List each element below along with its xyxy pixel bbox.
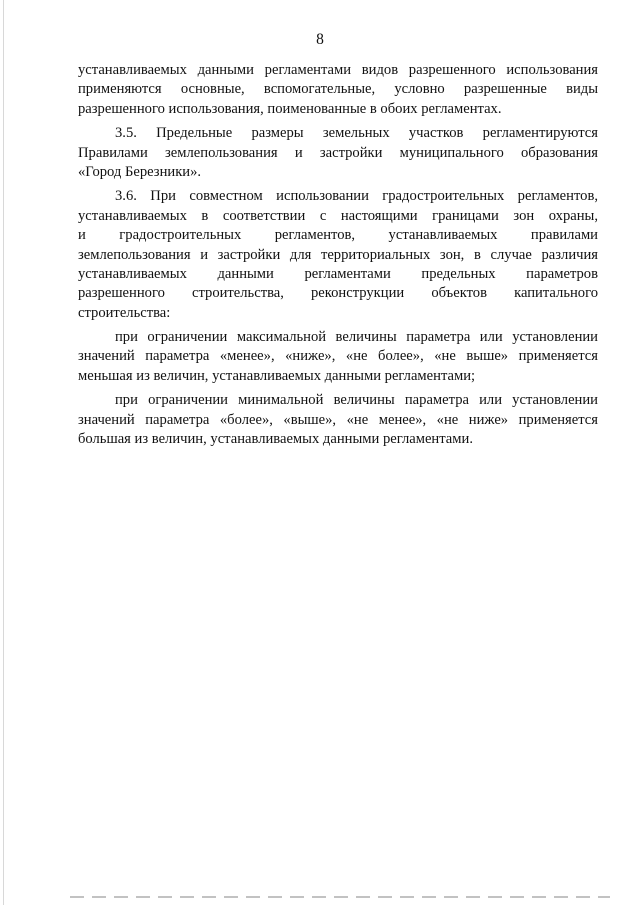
- document-body: [78, 61, 598, 449]
- text-line: «Город Березники».: [78, 163, 202, 180]
- page-number: 8: [316, 31, 324, 48]
- text-line: строительства:: [78, 304, 171, 321]
- paragraph-min-limit: [78, 391, 598, 449]
- text-line: применяются основные, вспомогательные, условно разрешенные виды: [78, 81, 598, 98]
- text-line: при ограничении минимальной величины параметра или установлении: [115, 392, 598, 409]
- scan-bottom-edge: [70, 896, 610, 898]
- text-line: устанавливаемых в соответствии с настоящими границами зон охраны,: [78, 207, 598, 224]
- text-line: разрешенного строительства, реконструкции объектов капитального: [78, 285, 598, 302]
- text-line: меньшая из величин, устанавливаемых данными регламентами;: [78, 367, 476, 384]
- text-line: устанавливаемых данными регламентами видов разрешенного использования: [78, 62, 598, 78]
- text-line: и градостроительных регламентов, устанавливаемых правилами: [78, 227, 598, 244]
- scan-left-edge: [3, 0, 4, 905]
- text-line: устанавливаемых данными регламентами предельных параметров: [78, 265, 598, 282]
- paragraph-max-limit: [78, 328, 598, 386]
- text-line: 3.5. Предельные размеры земельных участков регламентируются: [115, 125, 598, 142]
- text-line: значений параметра «более», «выше», «не менее», «не ниже» применяется: [78, 411, 598, 428]
- text-line: большая из величин, устанавливаемых данными регламентами.: [78, 431, 473, 448]
- text-line: значений параметра «менее», «ниже», «не более», «не выше» применяется: [78, 348, 598, 365]
- text-line: Правилами землепользования и застройки муниципального образования: [78, 144, 598, 161]
- text-line: землепользования и застройки для территориальных зон, в случае различия: [78, 246, 598, 263]
- text-line: разрешенного использования, поименованные в обоих регламентах.: [78, 100, 502, 117]
- text-line: 3.6. При совместном использовании градостроительных регламентов,: [115, 188, 598, 205]
- paragraph-3-6: [78, 187, 598, 323]
- text-line: при ограничении максимальной величины параметра или установлении: [115, 329, 598, 346]
- paragraph-continuation: [78, 61, 598, 119]
- paragraph-3-5: [78, 124, 598, 182]
